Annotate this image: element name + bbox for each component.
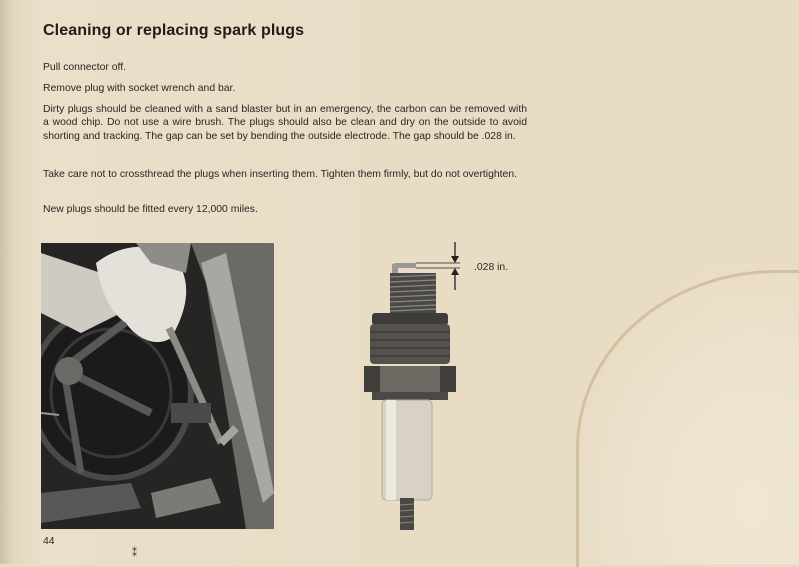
- spark-plug-illustration: [350, 240, 520, 535]
- page-title: Cleaning or replacing spark plugs: [43, 22, 305, 39]
- instruction-paragraph: Dirty plugs should be cleaned with a sand blaster but in an emergency, the carbon can be removed with a wood chip. Do not use a wire brush. The plugs should also be clean and dry on the outside to avoid shorting and tracking. The gap can be set by bending the outside electrode. The gap should be .028 in.: [43, 104, 527, 142]
- instruction-paragraph: New plugs should be fitted every 12,000 miles.: [43, 204, 258, 215]
- print-mark: ⁑: [132, 548, 137, 559]
- engine-photo-illustration: [41, 243, 274, 529]
- gap-measurement-label: .028 in.: [474, 262, 509, 273]
- instruction-paragraph: Remove plug with socket wrench and bar.: [43, 83, 236, 94]
- instruction-paragraph: Take care not to crossthread the plugs when inserting them. Tighten them firmly, but do not overtighten.: [43, 169, 517, 180]
- engine-photo: [41, 243, 274, 529]
- page-number: 44: [43, 536, 55, 547]
- instruction-paragraph: Pull connector off.: [43, 62, 126, 73]
